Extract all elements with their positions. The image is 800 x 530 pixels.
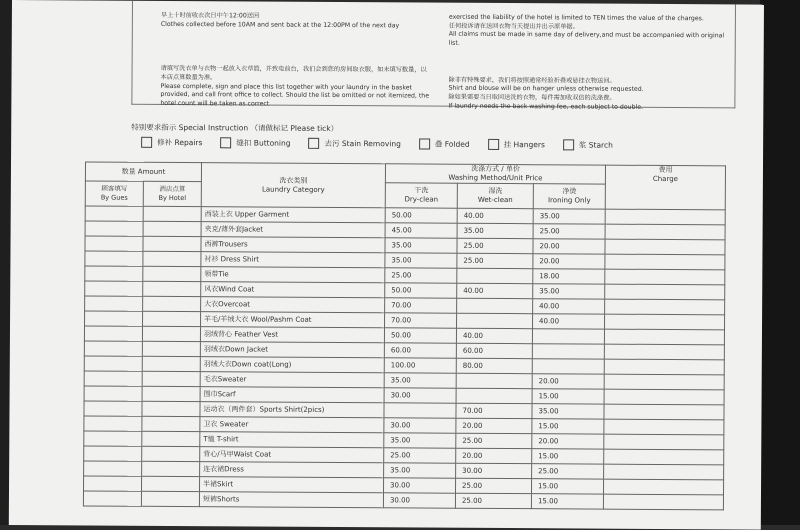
hotel-qty-cell: [142, 461, 200, 476]
charge-header: 费用 Charge: [605, 165, 725, 210]
iron-price-cell: 20.00: [533, 254, 605, 269]
guest-qty-cell[interactable]: [83, 491, 141, 506]
guest-qty-cell[interactable]: [84, 476, 142, 491]
guest-qty-cell[interactable]: [85, 311, 143, 326]
charge-cell: [604, 344, 724, 360]
category-header: 洗衣类别 Laundry Category: [201, 163, 385, 208]
charge-cell: [605, 299, 725, 315]
charge-cell: [604, 359, 724, 375]
guest-qty-cell[interactable]: [84, 356, 142, 371]
wet-price-cell: 25.00: [457, 238, 533, 253]
guest-qty-cell[interactable]: [84, 386, 142, 401]
category-cell: 羽绒衣Down Jacket: [200, 342, 384, 358]
wet-price-cell: 35.00: [457, 223, 533, 238]
iron-price-cell: 15.00: [532, 479, 604, 494]
category-cell: 围巾Scarf: [200, 387, 384, 403]
notes-left: [160, 3, 431, 119]
dry-price-cell: 50.00: [385, 283, 457, 298]
special-instruction-options: [141, 137, 631, 151]
wet-price-cell: 60.00: [456, 343, 532, 358]
checkbox[interactable]: [309, 138, 320, 149]
table-row: [83, 491, 723, 510]
dry-price-cell: 60.00: [384, 343, 456, 358]
charge-cell: [604, 419, 724, 435]
guest-qty-cell[interactable]: [84, 416, 142, 431]
category-cell: 背心/马甲Waist Coat: [200, 447, 384, 463]
option-buttoning[interactable]: 缝扣 Buttoning: [220, 137, 290, 148]
charge-cell: [604, 434, 724, 450]
dry-price-cell: 30.00: [384, 388, 456, 403]
dry-price-cell: 35.00: [384, 433, 456, 448]
wet-price-cell: 80.00: [456, 358, 532, 373]
category-cell: 风衣Wind Coat: [201, 282, 385, 298]
wet-price-cell: 25.00: [455, 493, 531, 508]
hotel-qty-cell: [143, 281, 201, 296]
guest-qty-cell[interactable]: [85, 236, 143, 251]
iron-price-cell: 20.00: [532, 374, 604, 389]
iron-price-cell: 25.00: [532, 464, 604, 479]
liability-note: exercised the liability of the hotel is limited to TEN times the value of the charges. 任何投诉请在送回衣物当天提出并出示原单据。 All claims must be made in same day of delivery,and must be accompanied with original list.: [448, 13, 725, 47]
dry-price-cell: 35.00: [385, 238, 457, 253]
category-cell: 连衣裙Dress: [200, 462, 384, 478]
wet-price-cell: [456, 388, 532, 403]
dry-price-cell: 30.00: [384, 418, 456, 433]
special-instruction-title: 特别要求指示 Special Instruction （请做标记 Please tick）: [131, 122, 339, 133]
dry-price-cell: 45.00: [385, 223, 457, 238]
option-repairs[interactable]: 修补 Repairs: [141, 137, 202, 148]
checkbox[interactable]: [220, 137, 231, 148]
charge-cell: [604, 479, 724, 495]
wet-price-cell: 25.00: [457, 253, 533, 268]
category-cell: 半裙Skirt: [200, 477, 384, 493]
iron-price-cell: [532, 344, 604, 359]
charge-cell: [605, 284, 725, 300]
wet-price-cell: [457, 298, 533, 313]
by-guest-header: 顾客填写 By Gues: [85, 181, 143, 206]
guest-qty-cell[interactable]: [84, 401, 142, 416]
guest-qty-cell[interactable]: [84, 341, 142, 356]
instruction-note: 请填写洗衣单与衣物一起放入衣草篮，并致电前台，我们会到您的房间取衣服，如未填写数量，以本店点算数量为准。 Please complete, sign and place this list together with your laundry in the basket provided, and call front office to collect. Should the list be omitted or not itemized, the hotel count will be taken as correct: [160, 64, 430, 108]
dry-price-cell: 50.00: [385, 208, 457, 223]
guest-qty-cell[interactable]: [84, 446, 142, 461]
dry-price-cell: 70.00: [385, 298, 457, 313]
wet-price-cell: 30.00: [456, 463, 532, 478]
hotel-qty-cell: [143, 206, 201, 221]
guest-qty-cell[interactable]: [85, 206, 143, 221]
wet-price-cell: 40.00: [456, 328, 532, 343]
laundry-list-paper: [9, 0, 764, 530]
charge-cell: [604, 404, 724, 420]
category-cell: 卫衣 Sweater: [200, 417, 384, 433]
hotel-qty-cell: [143, 221, 201, 236]
charge-cell: [605, 314, 725, 330]
option-hangers[interactable]: 挂 Hangers: [488, 139, 545, 150]
hotel-qty-cell: [142, 476, 200, 491]
dry-price-cell: 100.00: [384, 358, 456, 373]
table-body: [83, 206, 725, 510]
charge-cell: [604, 449, 724, 465]
amount-header: 数量 Amount: [85, 162, 201, 182]
hotel-qty-cell: [142, 341, 200, 356]
wet-price-cell: 70.00: [456, 403, 532, 418]
wet-price-cell: 25.00: [456, 433, 532, 448]
wet-price-cell: 40.00: [457, 283, 533, 298]
category-cell: 羽绒背心 Feather Vest: [200, 327, 384, 343]
iron-price-cell: 35.00: [533, 284, 605, 299]
ironing-header: 净烫 Ironing Only: [533, 184, 605, 209]
charge-cell: [605, 209, 725, 225]
background-right-edge: [760, 0, 800, 525]
wet-price-cell: 20.00: [456, 448, 532, 463]
hanger-note: 除非有特殊要求，我们将按照通常经验折叠或悬挂衣物送回。 Shirt and blouse will be on hanger unless otherwise requested. 除如果需要当日取回送洗的衣物，每件需加收双倍的洗涤费。 If laundry needs the back washing fee, each subject to double.: [448, 76, 644, 111]
charge-cell: [604, 329, 724, 345]
category-cell: 西装上衣 Upper Garment: [201, 207, 385, 223]
iron-price-cell: 40.00: [533, 314, 605, 329]
iron-price-cell: 15.00: [532, 449, 604, 464]
by-hotel-header: 酒店点算 By Hotel: [143, 181, 201, 206]
notes-box: [131, 1, 736, 109]
category-cell: 运动衣（两件套）Sports Shirt(2pics): [200, 402, 384, 418]
hotel-qty-cell: [143, 296, 201, 311]
iron-price-cell: [532, 359, 604, 374]
option-stain-removing[interactable]: 去污 Stain Removing: [309, 138, 401, 150]
option-folded[interactable]: 叠 Folded: [419, 138, 470, 149]
wet-price-cell: 20.00: [456, 418, 532, 433]
charge-cell: [604, 464, 724, 480]
hotel-qty-cell: [143, 311, 201, 326]
category-cell: 短裤Shorts: [199, 492, 383, 508]
iron-price-cell: 40.00: [533, 299, 605, 314]
dry-price-cell: 35.00: [384, 463, 456, 478]
iron-price-cell: 15.00: [531, 494, 603, 509]
notes-right: [448, 5, 729, 122]
category-cell: T恤 T-shirt: [200, 432, 384, 448]
laundry-price-table: [83, 161, 726, 510]
wet-price-cell: [457, 313, 533, 328]
iron-price-cell: 35.00: [533, 209, 605, 224]
iron-price-cell: 18.00: [533, 269, 605, 284]
wet-price-cell: 25.00: [456, 478, 532, 493]
dry-price-cell: 25.00: [384, 448, 456, 463]
category-cell: 大衣Overcoat: [201, 297, 385, 313]
iron-price-cell: 20.00: [533, 239, 605, 254]
hotel-qty-cell: [142, 416, 200, 431]
hotel-qty-cell: [142, 386, 200, 401]
hotel-qty-cell: [142, 431, 200, 446]
washing-method-header: 洗涤方式 / 单价 Washing Method/Unit Price: [385, 164, 605, 184]
charge-cell: [605, 269, 725, 285]
category-cell: 西裤Trousers: [201, 237, 385, 253]
hotel-qty-cell: [142, 446, 200, 461]
guest-qty-cell[interactable]: [84, 431, 142, 446]
dry-price-cell: 35.00: [384, 373, 456, 388]
dry-price-cell: 35.00: [385, 253, 457, 268]
dry-price-cell: 50.00: [384, 328, 456, 343]
dry-price-cell: [384, 403, 456, 418]
dry-clean-header: 干洗 Dry-clean: [385, 183, 457, 208]
checkbox[interactable]: [488, 139, 499, 150]
guest-qty-cell[interactable]: [84, 326, 142, 341]
option-starch[interactable]: 浆 Starch: [563, 139, 613, 150]
hotel-qty-cell: [142, 356, 200, 371]
category-cell: 夹克/薄外套Jacket: [201, 222, 385, 238]
guest-qty-cell[interactable]: [84, 371, 142, 386]
iron-price-cell: [532, 329, 604, 344]
category-cell: 衬衫 Dress Shirt: [201, 252, 385, 268]
category-cell: 领带Tie: [201, 267, 385, 283]
category-cell: 毛衣Sweater: [200, 372, 384, 388]
charge-cell: [604, 374, 724, 390]
wet-price-cell: [456, 373, 532, 388]
wet-clean-header: 湿洗 Wet-clean: [457, 183, 533, 208]
hotel-qty-cell: [142, 401, 200, 416]
hotel-qty-cell: [143, 266, 201, 281]
iron-price-cell: 25.00: [533, 224, 605, 239]
category-cell: 羊毛/羊绒大衣 Wool/Pashm Coat: [201, 312, 385, 328]
guest-qty-cell[interactable]: [85, 221, 143, 236]
guest-qty-cell[interactable]: [85, 281, 143, 296]
dry-price-cell: 30.00: [384, 478, 456, 493]
iron-price-cell: 20.00: [532, 434, 604, 449]
checkbox[interactable]: [141, 137, 152, 148]
hotel-qty-cell: [143, 236, 201, 251]
hotel-qty-cell: [142, 371, 200, 386]
charge-cell: [605, 224, 725, 240]
iron-price-cell: 15.00: [532, 419, 604, 434]
charge-cell: [604, 389, 724, 405]
category-cell: 羽绒大衣Down coat(Long): [200, 357, 384, 373]
charge-cell: [605, 239, 725, 255]
guest-qty-cell[interactable]: [85, 296, 143, 311]
wet-price-cell: 40.00: [457, 208, 533, 223]
hotel-qty-cell: [143, 251, 201, 266]
dry-price-cell: 30.00: [383, 493, 455, 508]
collection-note: 早上十时前收衣次日中午12:00送回 Clothes collected before 10AM and sent back at the 12:00PM of the next day: [160, 11, 400, 29]
hotel-qty-cell: [142, 326, 200, 341]
dry-price-cell: 70.00: [385, 313, 457, 328]
dry-price-cell: 25.00: [385, 268, 457, 283]
guest-qty-cell[interactable]: [85, 266, 143, 281]
guest-qty-cell[interactable]: [85, 251, 143, 266]
iron-price-cell: 35.00: [532, 404, 604, 419]
charge-cell: [605, 254, 725, 270]
guest-qty-cell[interactable]: [84, 461, 142, 476]
checkbox[interactable]: [419, 138, 430, 149]
checkbox[interactable]: [563, 139, 574, 150]
hotel-qty-cell: [141, 491, 199, 506]
wet-price-cell: [457, 268, 533, 283]
iron-price-cell: 15.00: [532, 389, 604, 404]
charge-cell: [603, 494, 723, 510]
